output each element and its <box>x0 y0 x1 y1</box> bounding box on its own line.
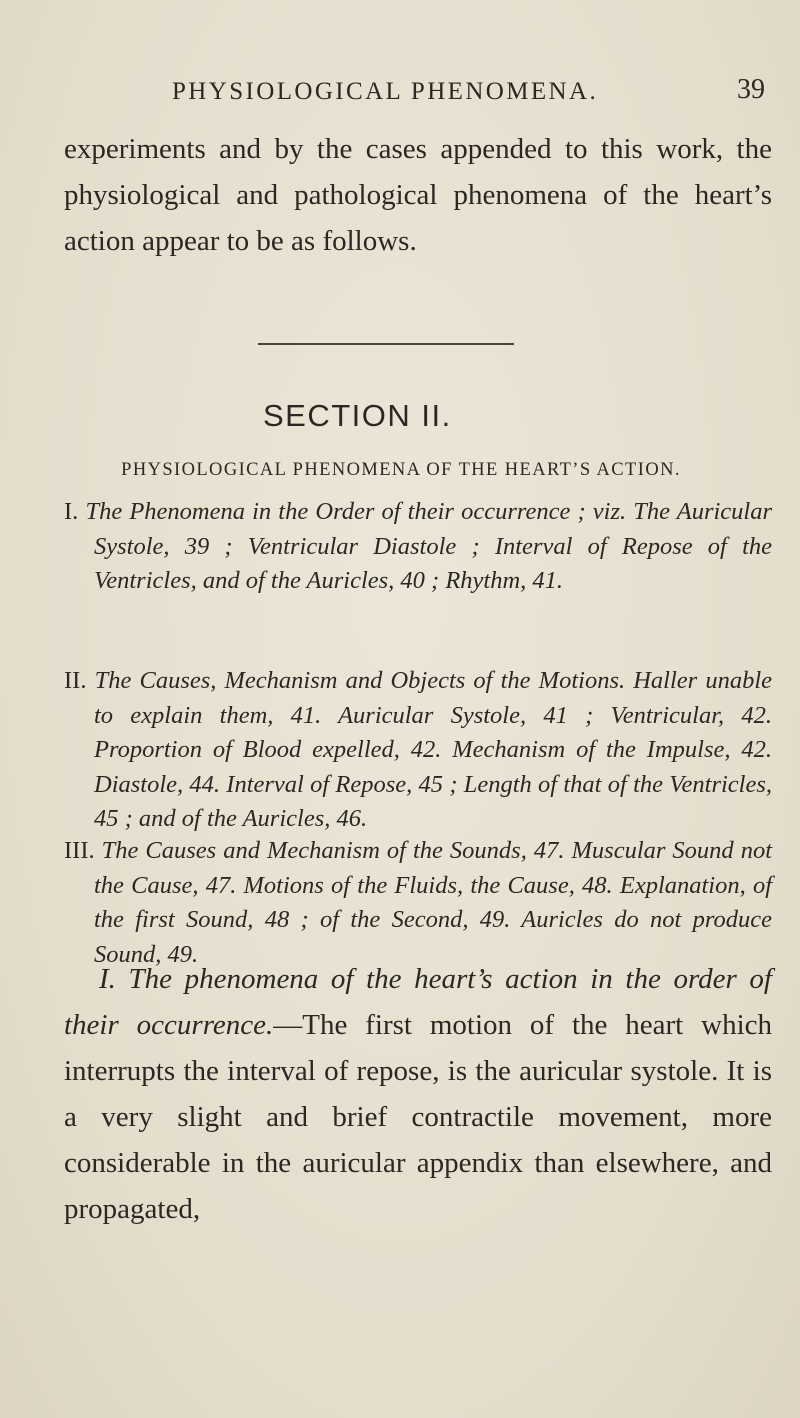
section-subtitle: PHYSIOLOGICAL PHENOMENA OF THE HEART’S ACTION. <box>121 460 681 480</box>
contents-entry <box>64 834 772 972</box>
contents-text: The Causes and Mechanism of the Sounds, 47. Muscular Sound not the Cause, 47. Motions of the Fluids, the Cause, 48. Explanation, of the first Sound, 48 ; of the Second, 49. Auricles do not produce Sound, 49. <box>94 837 772 968</box>
body-paragraph <box>64 956 772 1232</box>
page-number: 39 <box>737 74 765 105</box>
running-head: PHYSIOLOGICAL PHENOMENA. <box>172 78 599 105</box>
intro-paragraph: experiments and by the cases appended to this work, the physiological and pathological phenomena of the heart’s action appear to be as follows. <box>64 133 772 257</box>
contents-entry <box>64 664 772 837</box>
contents-numeral: II. <box>64 667 87 694</box>
contents-entry <box>64 495 772 599</box>
contents-numeral: I. <box>64 498 79 525</box>
contents-text: The Causes, Mechanism and Objects of the Motions. Haller unable to explain them, 41. Auricular Systole, 41 ; Ventricular, 42. Proportion of Blood expelled, 42. Mechanism of the Impulse, 42. Diastole, 44. Interval of Repose, 45 ; Length of that of the Ventricles, 45 ; and of the Auricles, 46. <box>94 667 773 832</box>
paragraph-lead-in: I. The phenomena of the heart’s action in the order of their occurrence. <box>64 963 772 1041</box>
contents-numeral: III. <box>64 837 95 864</box>
section-divider <box>258 343 514 345</box>
contents-text: The Phenomena in the Order of their occurrence ; viz. The Auricular Systole, 39 ; Ventricular Diastole ; Interval of Repose of the Ventricles, and of the Auricles, 40 ; Rhythm, 41. <box>85 498 773 594</box>
section-title: SECTION II. <box>263 398 452 433</box>
paragraph-text: —The first motion of the heart which interrupts the interval of repose, is the auricular systole. It is a very slight and brief contractile movement, more considerable in the auricular appendix than elsewhere, and propagated, <box>64 1009 772 1225</box>
